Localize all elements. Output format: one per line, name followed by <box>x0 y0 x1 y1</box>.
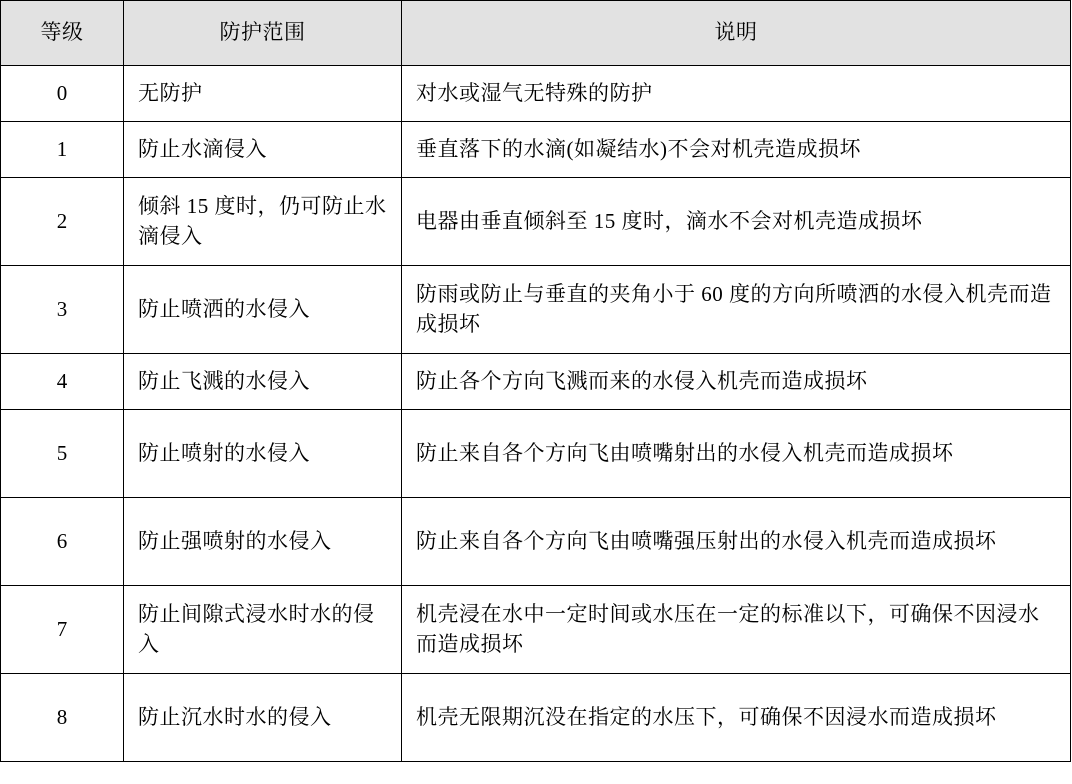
cell-scope: 防止喷射的水侵入 <box>124 410 402 498</box>
cell-scope: 防止强喷射的水侵入 <box>124 498 402 586</box>
table-header-row <box>1 1 1071 66</box>
cell-description: 电器由垂直倾斜至 15 度时，滴水不会对机壳造成损坏 <box>402 178 1071 266</box>
cell-description: 防止来自各个方向飞由喷嘴强压射出的水侵入机壳而造成损坏 <box>402 498 1071 586</box>
table-body <box>1 66 1071 762</box>
cell-scope: 防止飞溅的水侵入 <box>124 354 402 410</box>
cell-description: 防雨或防止与垂直的夹角小于 60 度的方向所喷洒的水侵入机壳而造成损坏 <box>402 266 1071 354</box>
table-row <box>1 498 1071 586</box>
cell-description: 机壳浸在水中一定时间或水压在一定的标准以下，可确保不因浸水而造成损坏 <box>402 586 1071 674</box>
cell-description: 防止各个方向飞溅而来的水侵入机壳而造成损坏 <box>402 354 1071 410</box>
cell-level: 4 <box>1 354 124 410</box>
cell-level: 5 <box>1 410 124 498</box>
cell-level: 0 <box>1 66 124 122</box>
table-row <box>1 410 1071 498</box>
cell-description: 垂直落下的水滴(如凝结水)不会对机壳造成损坏 <box>402 122 1071 178</box>
cell-description: 机壳无限期沉没在指定的水压下，可确保不因浸水而造成损坏 <box>402 674 1071 762</box>
cell-level: 8 <box>1 674 124 762</box>
cell-level: 7 <box>1 586 124 674</box>
column-header-level: 等级 <box>1 1 124 66</box>
cell-scope: 倾斜 15 度时，仍可防止水滴侵入 <box>124 178 402 266</box>
cell-scope: 防止喷洒的水侵入 <box>124 266 402 354</box>
cell-level: 1 <box>1 122 124 178</box>
table-row <box>1 266 1071 354</box>
cell-level: 2 <box>1 178 124 266</box>
cell-level: 6 <box>1 498 124 586</box>
cell-scope: 无防护 <box>124 66 402 122</box>
cell-description: 对水或湿气无特殊的防护 <box>402 66 1071 122</box>
table-row <box>1 122 1071 178</box>
cell-level: 3 <box>1 266 124 354</box>
cell-scope: 防止间隙式浸水时水的侵入 <box>124 586 402 674</box>
table-row <box>1 66 1071 122</box>
table-row <box>1 586 1071 674</box>
table-row <box>1 178 1071 266</box>
table-row <box>1 674 1071 762</box>
table-row <box>1 354 1071 410</box>
cell-description: 防止来自各个方向飞由喷嘴射出的水侵入机壳而造成损坏 <box>402 410 1071 498</box>
column-header-description: 说明 <box>402 1 1071 66</box>
cell-scope: 防止水滴侵入 <box>124 122 402 178</box>
column-header-scope: 防护范围 <box>124 1 402 66</box>
cell-scope: 防止沉水时水的侵入 <box>124 674 402 762</box>
table-header <box>1 1 1071 66</box>
